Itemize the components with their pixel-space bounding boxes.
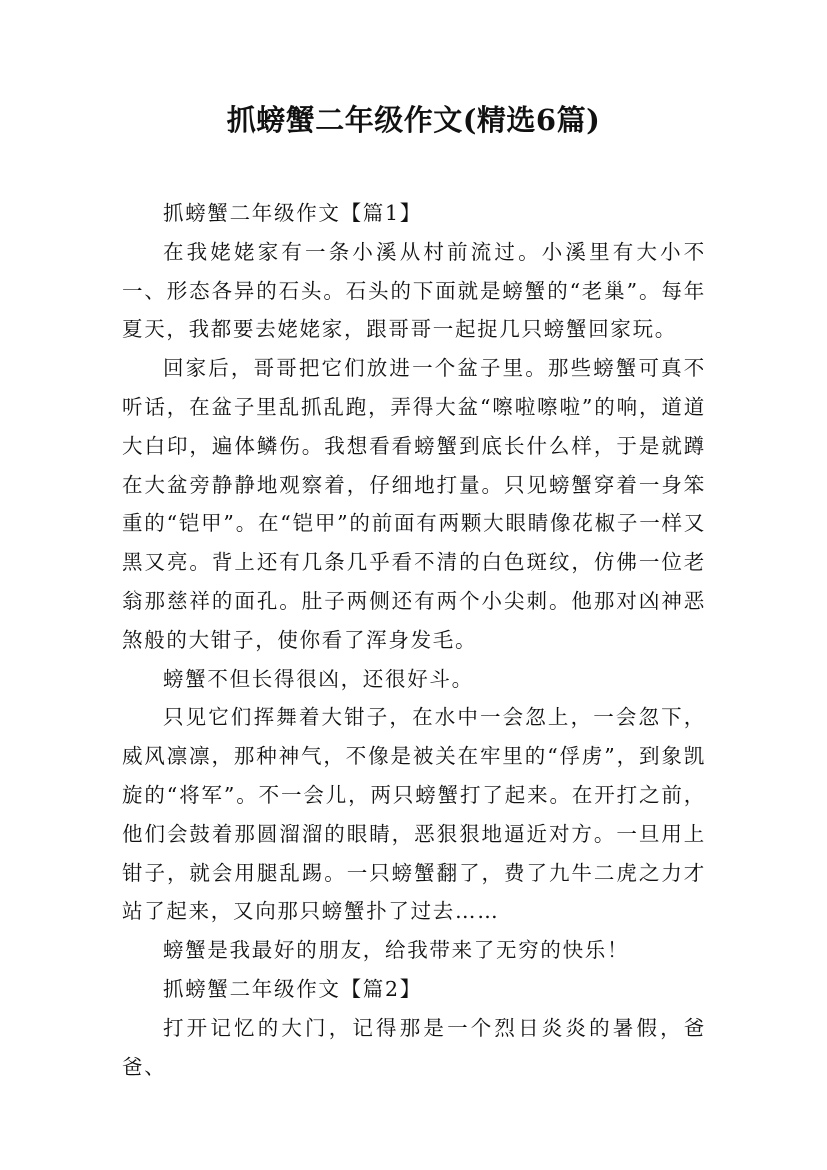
- paragraph: 在我姥姥家有一条小溪从村前流过。小溪里有大小不一、形态各异的石头。石头的下面就是螃蟹的“老巢”。每年夏天，我都要去姥姥家，跟哥哥一起捉几只螃蟹回家玩。: [122, 239, 706, 342]
- document-body: [122, 194, 706, 1086]
- paragraph: 螃蟹不但长得很凶，还很好斗。: [163, 666, 474, 691]
- paragraph: 只见它们挥舞着大钳子，在水中一会忽上，一会忽下，威风凛凛，那种神气，不像是被关在牢里的“俘虏”，到象凯旋的“将军”。不一会儿，两只螃蟹打了起来。在开打之前，他们会鼓着那圆溜溜的眼睛，恶狠狠地逼近对方。一旦用上钳子，就会用腿乱踢。一只螃蟹翻了，费了九牛二虎之力才站了起来，又向那只螃蟹扑了过去……: [122, 705, 706, 924]
- paragraph: 回家后，哥哥把它们放进一个盆子里。那些螃蟹可真不听话，在盆子里乱抓乱跑，弄得大盆“嚓啦嚓啦”的响，道道大白印，遍体鳞伤。我想看看螃蟹到底长什么样，于是就蹲在大盆旁静静地观察着，仔细地打量。只见螃蟹穿着一身笨重的“铠甲”。在“铠甲”的前面有两颗大眼睛像花椒子一样又黑又亮。背上还有几条几乎看不清的白色斑纹，仿佛一位老翁那慈祥的面孔。肚子两侧还有两个小尖刺。他那对凶神恶煞般的大钳子，使你看了浑身发毛。: [122, 356, 706, 652]
- section-heading: 抓螃蟹二年级作文【篇1】: [163, 201, 422, 225]
- document-title: 抓螃蟹二年级作文(精选6篇): [226, 103, 601, 137]
- section-heading: 抓螃蟹二年级作文【篇2】: [163, 976, 422, 1001]
- paragraph: 螃蟹是我最好的朋友，给我带来了无穷的快乐！: [163, 938, 630, 963]
- paragraph: 打开记忆的大门，记得那是一个烈日炎炎的暑假，爸爸、: [122, 1015, 706, 1079]
